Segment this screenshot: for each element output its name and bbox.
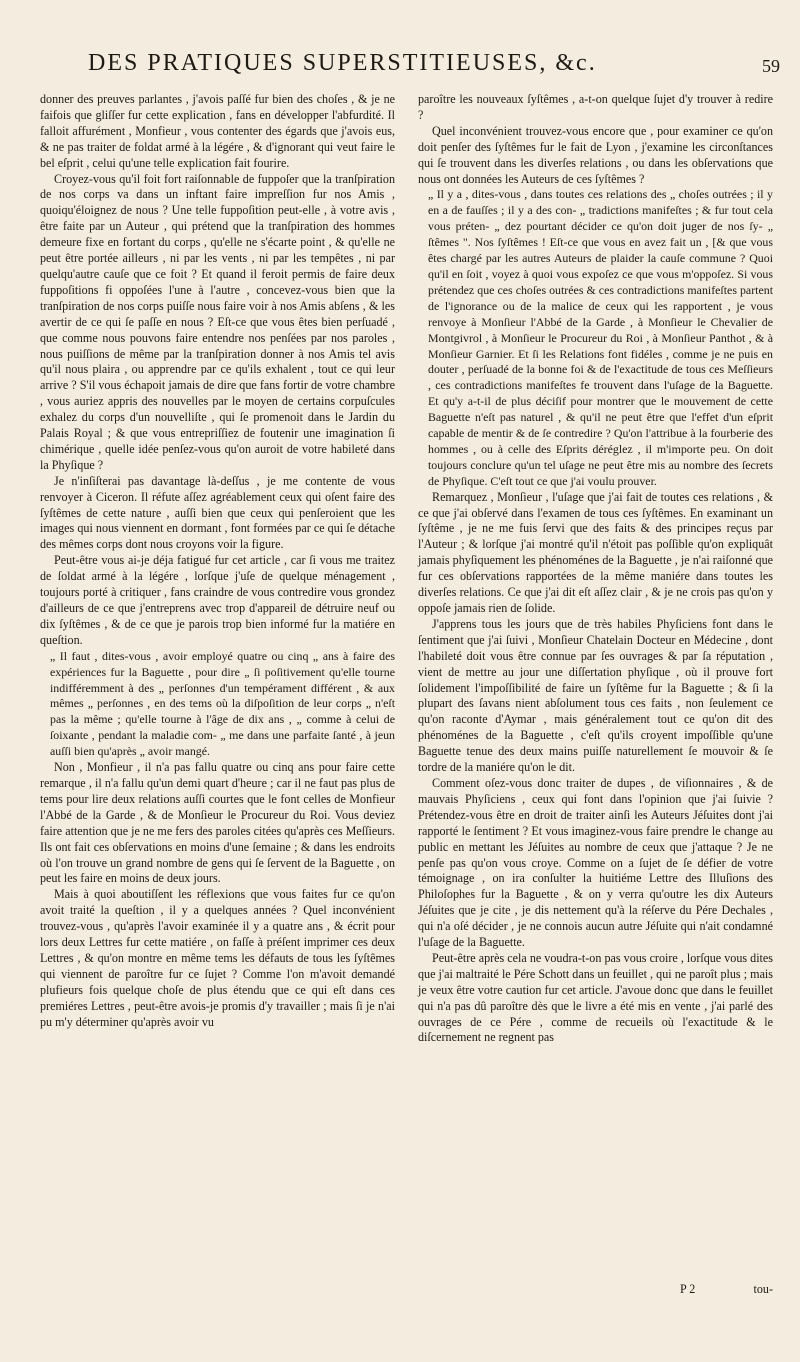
signature-mark: P 2	[680, 1282, 696, 1296]
page-header	[40, 50, 780, 80]
paragraph: Peut-être vous ai-je déja fatigué fur cet article , car ſi vous me traitez de ſoldat armé à la légére , lorſque j'uſe de quelque ménagement , toujours porté à critiquer , fans craindre de vous contredire vous grondez d'ailleurs de ce que j'entreprens avec trop d'appareil de détruire neuf ou dix ſyſtêmes , & de ce que je parois trop bien informé fur la matiére en queſtion.	[40, 553, 395, 647]
paragraph: Je n'inſiſterai pas davantage là-deſſus , je me contente de vous renvoyer à Ciceron. Il réfute aſſez agréablement ceux qui oſent faire des ſyſtêmes de cette nature , auſſi bien que ceux qui penſeroient que les images qui nous viennent en dormant , font formées par ce qui ſe détache des mêmes corps dont nous croyons voir la figure.	[40, 473, 395, 552]
paragraph: J'apprens tous les jours que de très habiles Phyſiciens font dans le ſentiment que j'ai ſuivi , Monſieur Chatelain Docteur en Médecine , dont l'habileté doit vous être connue par ſes ouvrages & par ſa réputation , vient de mettre au jour une diſſertation phyſique , où il prouve fort ſolidement l'impoſſibilité de faire un ſyſtême fur la Baguette ; & ſi la plupart des ſavans nient abſolument tous ces faits , non ſeulement ce qu'on raconte d'Aymar , mais généralement tout ce qu'on dit des phénoménes de la Baguette , c'eſt qu'ils croyent impoſſible qu'une Baguette tenue des deux mains puiſſe naturellement ſe mouvoir & ſe tordre de la maniére qu'on le dit.	[418, 616, 773, 775]
paragraph: Remarquez , Monſieur , l'uſage que j'ai fait de toutes ces relations , & ce que j'ai obſervé dans l'examen de tous ces ſyſtêmes. En examinant un ſyſtême , je ne me fuis ſervi que des faits & des principes reçus par l'Auteur ; & lorſque j'ai montré qu'il n'étoit pas poſſible qu'on expliquât jamais phyſiquement les phénoménes de la Baguette , je n'ai raiſonné que fur ces obſervations rapportées de la même maniére dans toutes les diverſes relations. Ce que j'ai dit eſt aſſez clair , & je ne crois pas qu'on y oppoſe jamais rien de ſolide.	[418, 489, 773, 615]
quoted-passage: „ Il y a , dites-vous , dans toutes ces relations des „ choſes outrées ; il y en a de fauſſes ; il y a des con- „ tradictions manifeſtes ; & fur tout cela vous préten- „ dez pourtant décider ce qu'on doit juger de nos ſy- „ ſtêmes ". Nos ſyſtêmes ! Eſt-ce que vous en avez fait un , [& que vous êtes chargé par les autres Auteurs de plaider la cauſe commune ? Quoi qu'il en ſoit , voyez à quoi vous expoſez ce que vous m'oppoſez. Si vous prétendez que ces choſes outrées & ces contradictions manifeſtes partent de l'ignorance ou de la malice de ceux qui les rapportent , je vous renvoye à Monſieur l'Abbé de la Garde , à Monſieur le Chevalier de Montgivrol , à Monſieur le Procureur du Roi , à Monſieur Panthot , & à Monſieur Garnier. Et ſi les Relations font fidéles , comme je ne puis en douter , perſuadé de la bonne foi & de l'exactitude de tous ces Meſſieurs , ces contradictions manifeſtes fe trouvent dans l'uſage de la Baguette. Et qu'y a-t-il de plus déciſif pour montrer que le mouvement de cette Baguette n'eſt pas naturel , & qu'il ne peut être que l'effet d'un eſprit capable de mentir & de ſe contredire ? Qu'on l'attribue à la fourberie des hommes , ou à celle des Eſprits déréglez , il m'importe peu. On doit toujours conclure qu'un tel uſage ne peut être mis au nombre des ſecrets de Phyſique. C'eſt tout ce que j'ai voulu prouver.	[428, 187, 773, 488]
page-footer	[418, 1282, 773, 1300]
running-title: DES PRATIQUES SUPERSTITIEUSES, &c.	[88, 50, 597, 76]
paragraph: Comment oſez-vous donc traiter de dupes , de viſionnaires , & de mauvais Phyſiciens , ceux qui font dans l'opinion que j'ai ſuivie ? Prétendez-vous être en droit de traiter ainſi les Auteurs Jéſuites dont j'ai rapporté le ſentiment ? Et vous imaginez-vous faire prendre le change au public en mettant les Jéſuites au nombre de ceux que j'attaque ? Je ne penſe pas qu'on vous croye. Comme on a ſujet de ſe défier de votre témoignage , on ira conſulter la huitiéme Lettre des Illuſions des Philoſophes fur la Baguette , & on y verra qu'outre les dix Auteurs Jéſuites que je cite , je dis nettement qu'à la réſerve du Pére Dechales , qui n'a oſé décider , je ne connois aucun autre Jéſuite qui n'ait condamné l'uſage de la Baguette.	[418, 775, 773, 950]
paragraph: Quel inconvénient trouvez-vous encore que , pour examiner ce qu'on doit penſer des ſyſtêmes fur le fait de Lyon , j'examine les circonſtances qui ſe trouvent dans les diverſes relations , ou dans les obſervations que nous ont données les Auteurs de ces ſyſtêmes ?	[418, 123, 773, 186]
catchword: tou-	[753, 1282, 773, 1296]
paragraph: paroître les nouveaux ſyſtêmes , a-t-on quelque ſujet d'y trouver à redire ?	[418, 92, 773, 122]
quoted-passage: „ Il faut , dites-vous , avoir employé quatre ou cinq „ ans à faire des expériences fur la Baguette , pour dire „ ſi poſitivement qu'elle tourne indifféremment à des „ perſonnes d'un tempérament différent , & aux mêmes „ perſonnes , en des tems où la diſpoſition de leur corps „ n'eſt pas la même ; qu'elle tourne à l'âge de dix ans , „ comme à celui de ſoixante , pendant la maladie com- „ me dans une parfaite ſanté , à jeun auſſi bien qu'après „ avoir mangé.	[50, 648, 395, 759]
paragraph: Croyez-vous qu'il foit fort raiſonnable de fuppoſer que la tranſpiration de nos corps va dans un inftant faire impreſſion fur nos Amis , quoiqu'éloignez de nous ? Une telle fuppoſition peut-elle , à votre avis , être faite par un Auteur , qui prétend que la tranſpiration des hommes demeure fixe en fortant du corps , qu'elle ne s'écarte point , & qu'elle ne peut être portée ailleurs , ni par les vents , ni par les tempêtes , ni par quelqu'autre cauſe que ce foit ? Et quand il feroit permis de faire deux fuppoſitions fi oppoſées l'une à l'autre , concevez-vous bien que la tranſpiration de nos corps puiſſe nous faire voir à nos Amis abſens , & les avertir de ce qui ſe paſſe en nous ? Eſt-ce que vous êtes bien perſuadé , que comme nous pouvons faire entendre nos penſées par nos paroles , nous puiſſions de même par la tranſpiration donner à nos Amis tel avis qu'il nous plaira , ou apprendre par ce qu'ils exhalent , tout ce qui leur arrive ? S'il vous échapoit jamais de dire que fans fortir de votre chambre , vous auriez appris des nouvelles par le moyen de certains corpuſcules exhalez du corps d'un nouvelliſte , qui ſe promenoit dans le Jardin du Palais Royal ; & que vous entrepriſſiez de foutenir une imagination ſi chimérique , quelle idée penſez-vous qu'on auroit de votre habileté dans la Phyſique ?	[40, 171, 395, 472]
paragraph: Mais à quoi aboutiſſent les réflexions que vous faites fur ce qu'on avoit traité la queſtion , il y a quelques années ? Quel inconvénient trouvez-vous , qu'après l'avoir examinée il y a quatre ans , & écrit pour lors deux Lettres fur cette matiére , on faſſe à préſent imprimer ces deux Lettres , & qu'on montre en même tems les défauts de tous les ſyſtêmes qui viennent de paroître fur ce ſujet ? Comme l'on m'avoit demandé plufieurs fois quelque choſe de plus étendu que ce qui eſt dans ces premiéres Lettres , peut-être avois-je promis d'y travailler ; mais ſi je n'ai pu m'y déterminer qu'après avoir vu	[40, 887, 395, 1029]
paragraph: Peut-être après cela ne voudra-t-on pas vous croire , lorſque vous dites que j'ai maltraité le Pére Schott dans un feuillet , qui ne paroît plus ; mais je veux être votre caution fur cet article. J'avoue donc que dans le feuillet qui n'a pas dû paroître dès que le livre a été mis en vente , j'ai parlé des ouvrages de ce Pére , comme de recueils où l'exactitude & le diſcernement ne regnent pas	[418, 950, 773, 1045]
right-column	[418, 92, 773, 1046]
paragraph: donner des preuves parlantes , j'avois paſſé fur bien des choſes , & je ne faifois que gliſſer fur cette explication , fans en développer l'abfurdité. Il falloit affurément , Monfieur , vous contenter des égards que j'avois eus, & ne pas traiter de foldat armé à la légére , & d'ignorant qui veut faire le bel eſprit , celui qu'une telle explication fait fourire.	[40, 92, 395, 170]
paragraph: Non , Monfieur , il n'a pas fallu quatre ou cinq ans pour faire cette remarque , il n'a fallu qu'un demi quart d'heure ; car il ne faut pas plus de tems pour lire deux relations auſſi courtes que le font celles de Monfieur l'Abbé de la Garde , & de Monſieur le Procureur du Roi. Vous deviez faire attention que je ne me fers des paroles citées qu'après ces Meſſieurs. Ils ont fait ces obſervations en moins d'une ſemaine ; & dans les endroits où l'on trouve un grand nombre de gens qui ſe ſervent de la Baguette , on peut les faire en moins de deux jours.	[40, 760, 395, 886]
page-number: 59	[762, 56, 780, 76]
left-column	[40, 92, 395, 1030]
